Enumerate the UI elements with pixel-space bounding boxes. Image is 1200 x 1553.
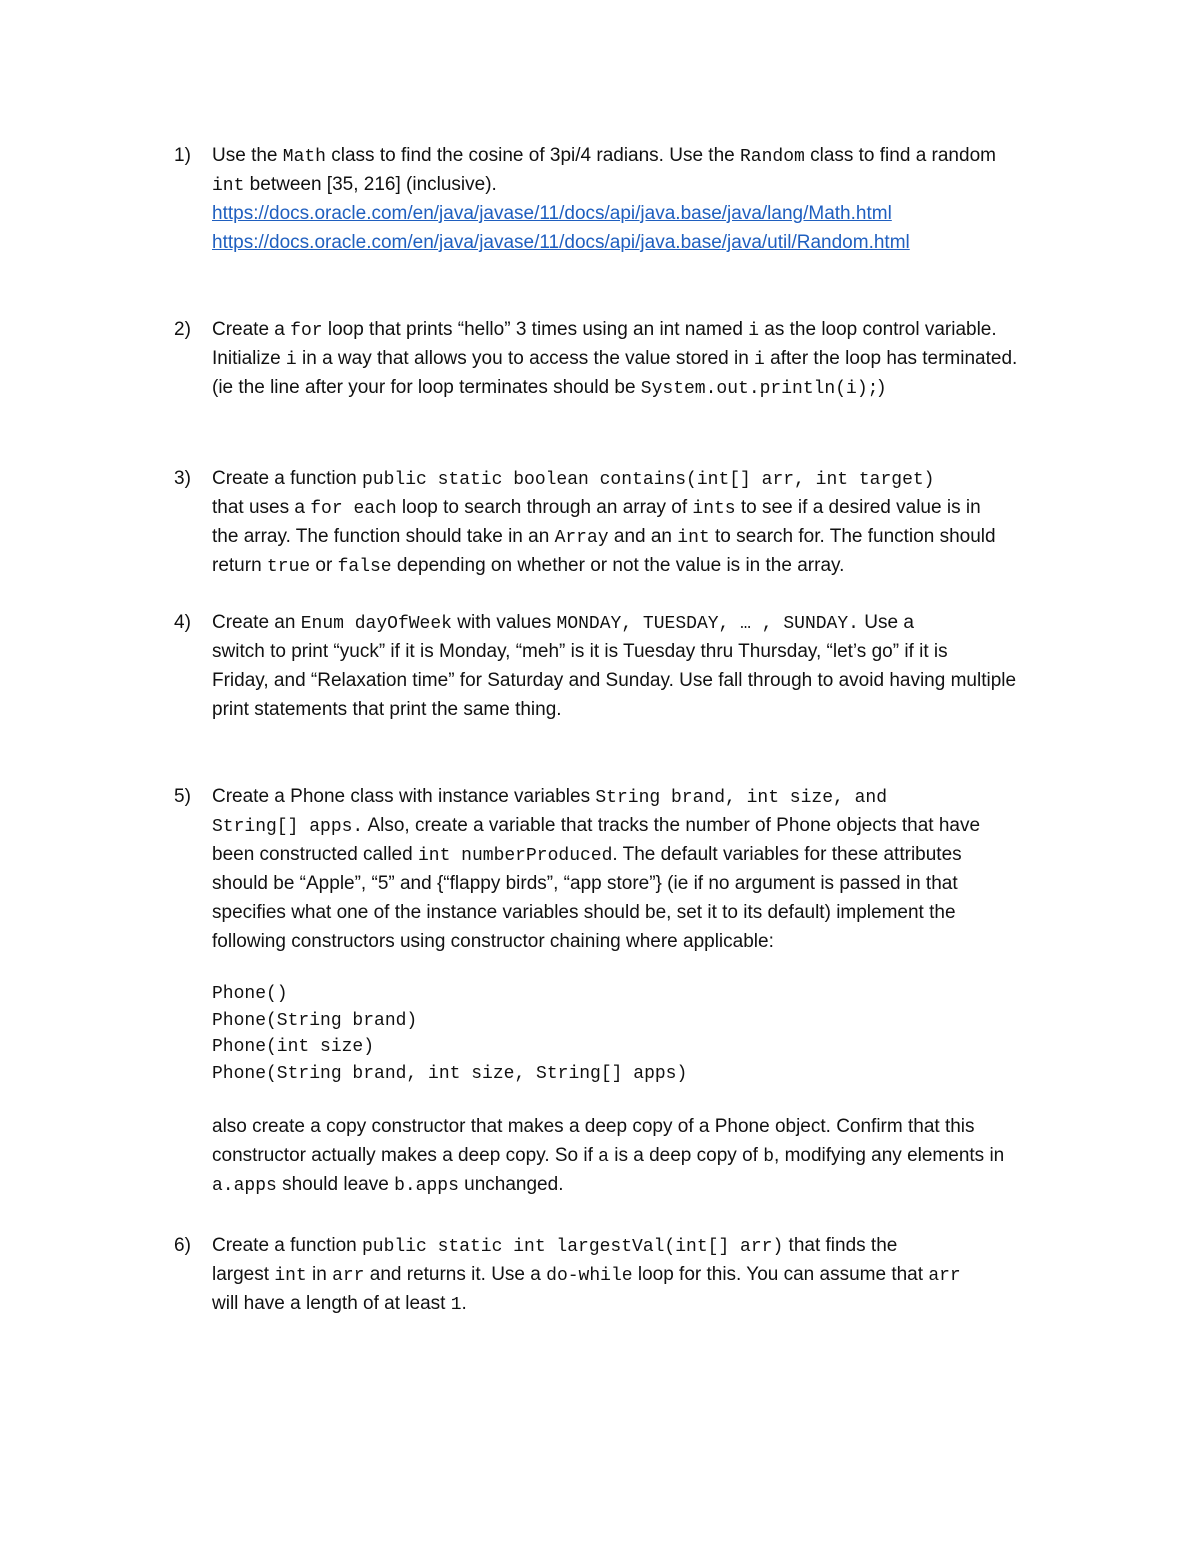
question-text bbox=[212, 1231, 1082, 1318]
inline-code: String[] apps. bbox=[212, 817, 364, 837]
text-line bbox=[212, 315, 1082, 344]
inline-code: for each bbox=[310, 499, 397, 519]
text-span: will have a length of at least bbox=[212, 1293, 451, 1314]
inline-code: a bbox=[598, 1147, 609, 1167]
text-line bbox=[212, 1170, 1082, 1199]
constructor-signature: Phone(String brand) bbox=[212, 1010, 418, 1031]
inline-code: true bbox=[266, 557, 311, 577]
text-line bbox=[212, 551, 1082, 580]
constructor-signature: Phone() bbox=[212, 984, 288, 1004]
text-span: the array. The function should take in an bbox=[212, 526, 555, 547]
text-span: also create a copy constructor that makes a deep copy of a Phone object. Confirm that this bbox=[212, 1116, 975, 1137]
text-span: to see if a desired value is in bbox=[735, 497, 981, 518]
constructor-list bbox=[212, 981, 1082, 1087]
text-span: loop for this. You can assume that bbox=[632, 1264, 929, 1285]
text-line bbox=[212, 170, 1082, 199]
text-line bbox=[212, 1289, 1082, 1318]
inline-code: false bbox=[337, 557, 392, 577]
text-line bbox=[212, 898, 1082, 927]
inline-code: public static int largestVal(int[] arr) bbox=[361, 1237, 784, 1257]
question-text bbox=[212, 608, 1082, 724]
inline-code: Enum dayOfWeek bbox=[300, 614, 452, 634]
text-span: constructor actually makes a deep copy. So if bbox=[212, 1145, 599, 1166]
text-line bbox=[212, 493, 1082, 522]
question-number: 2) bbox=[174, 319, 191, 340]
text-line bbox=[212, 344, 1082, 373]
question-number: 1) bbox=[174, 145, 191, 166]
text-line bbox=[212, 373, 1082, 402]
text-line bbox=[212, 199, 1082, 228]
text-line bbox=[212, 869, 1082, 898]
text-span: that uses a bbox=[212, 497, 311, 518]
text-span: Friday, and “Relaxation time” for Saturday and Sunday. Use fall through to avoid having multiple bbox=[212, 670, 1017, 691]
text-span: or bbox=[310, 555, 338, 576]
inline-code: System.out.println(i); bbox=[640, 379, 879, 399]
question-5-intro bbox=[212, 782, 1082, 956]
text-span: loop that prints “hello” 3 times using an int named bbox=[322, 319, 749, 340]
question-number: 5) bbox=[174, 786, 191, 807]
text-line bbox=[212, 840, 1082, 869]
text-line bbox=[212, 1260, 1082, 1289]
text-line bbox=[212, 666, 1082, 695]
inline-code: i bbox=[754, 350, 765, 370]
inline-code: ints bbox=[692, 499, 736, 519]
inline-code: Array bbox=[554, 528, 609, 548]
text-span: between [35, 216] (inclusive). bbox=[244, 174, 497, 195]
text-span: (ie the line after your for loop terminates should be bbox=[212, 377, 641, 398]
inline-code: 1 bbox=[450, 1295, 462, 1315]
text-line bbox=[212, 141, 1082, 170]
text-line bbox=[212, 637, 1082, 666]
text-span: should be “Apple”, “5” and {“flappy birds”, “app store”} (ie if no argument is passed in that bbox=[212, 873, 958, 894]
text-span: as the loop control variable. bbox=[759, 319, 997, 340]
text-span: Create a function bbox=[212, 468, 362, 489]
text-span: . The default variables for these attributes bbox=[612, 844, 962, 865]
doc-link[interactable]: https://docs.oracle.com/en/java/javase/11/docs/api/java.base/java/lang/Math.html bbox=[212, 203, 892, 224]
text-line bbox=[212, 1112, 1082, 1141]
text-span: is a deep copy of bbox=[608, 1145, 764, 1166]
text-span: largest bbox=[212, 1264, 275, 1285]
text-span: with values bbox=[451, 612, 557, 633]
text-span: Create a Phone class with instance variables bbox=[212, 786, 596, 807]
constructor-signature: Phone(String brand, int size, String[] apps) bbox=[212, 1063, 688, 1084]
text-span: print statements that print the same thing. bbox=[212, 699, 562, 720]
text-span: Create a function bbox=[212, 1235, 362, 1256]
inline-code: b bbox=[763, 1147, 775, 1167]
text-span: Create a bbox=[212, 319, 291, 340]
text-line bbox=[212, 228, 1082, 257]
text-span: . bbox=[461, 1293, 467, 1314]
inline-code: public static boolean contains(int[] arr, int target) bbox=[361, 470, 935, 490]
question-number: 4) bbox=[174, 612, 191, 633]
inline-code: for bbox=[290, 321, 323, 341]
inline-code: Random bbox=[740, 147, 805, 167]
question-text bbox=[212, 315, 1082, 402]
text-span: in a way that allows you to access the value stored in bbox=[296, 348, 755, 369]
text-line bbox=[212, 464, 1082, 493]
inline-code: int bbox=[212, 176, 245, 196]
question-text bbox=[212, 141, 1082, 257]
question-text bbox=[212, 782, 1082, 1199]
text-span: Create an bbox=[212, 612, 301, 633]
text-span: after the loop has terminated. bbox=[764, 348, 1018, 369]
inline-code: i bbox=[285, 350, 297, 370]
inline-code: a.apps bbox=[212, 1176, 277, 1196]
question-text bbox=[212, 464, 1082, 580]
text-span: depending on whether or not the value is in the array. bbox=[391, 555, 845, 576]
text-line bbox=[212, 522, 1082, 551]
text-span: and returns it. Use a bbox=[364, 1264, 547, 1285]
text-line bbox=[212, 1141, 1082, 1170]
text-line bbox=[212, 811, 1082, 840]
text-span: switch to print “yuck” if it is Monday, “meh” is it is Tuesday thru Thursday, “let’s go” if it is bbox=[212, 641, 948, 662]
constructor-signature: Phone(int size) bbox=[212, 1037, 375, 1057]
text-span: return bbox=[212, 555, 267, 576]
text-span: been constructed called bbox=[212, 844, 418, 865]
text-span: and an bbox=[608, 526, 678, 547]
text-line bbox=[212, 695, 1082, 724]
inline-code: arr bbox=[332, 1266, 365, 1286]
inline-code: int bbox=[274, 1266, 307, 1286]
text-span: that finds the bbox=[783, 1235, 898, 1256]
text-span: class to find a random bbox=[804, 145, 996, 166]
text-span: Use a bbox=[858, 612, 914, 633]
text-line bbox=[212, 1231, 1082, 1260]
question-number: 3) bbox=[174, 468, 191, 489]
text-span: specifies what one of the instance variables should be, set it to its default) implement the bbox=[212, 902, 956, 923]
inline-code: int numberProduced bbox=[417, 846, 613, 866]
inline-code: i bbox=[748, 321, 759, 341]
inline-code: Math bbox=[282, 147, 326, 167]
text-span: Initialize bbox=[212, 348, 286, 369]
text-span: to search for. The function should bbox=[709, 526, 996, 547]
doc-link[interactable]: https://docs.oracle.com/en/java/javase/11/docs/api/java.base/java/util/Random.html bbox=[212, 232, 910, 253]
inline-code: do-while bbox=[546, 1266, 633, 1286]
text-line bbox=[212, 927, 1082, 956]
question-5-copy-constructor bbox=[212, 1112, 1082, 1199]
question-number: 6) bbox=[174, 1235, 191, 1256]
text-span: following constructors using constructor chaining where applicable: bbox=[212, 931, 774, 952]
text-span: should leave bbox=[276, 1174, 395, 1195]
text-span: loop to search through an array of bbox=[396, 497, 693, 518]
text-span: , modifying any elements in bbox=[774, 1145, 1005, 1166]
text-span: ) bbox=[878, 377, 885, 398]
inline-code: String brand, int size, and bbox=[595, 788, 888, 808]
inline-code: arr bbox=[928, 1266, 961, 1286]
text-span: class to find the cosine of 3pi/4 radians. Use the bbox=[325, 145, 740, 166]
inline-code: MONDAY, TUESDAY, … , SUNDAY. bbox=[556, 614, 859, 634]
text-span: in bbox=[306, 1264, 333, 1285]
inline-code: b.apps bbox=[394, 1176, 459, 1196]
text-line bbox=[212, 782, 1082, 811]
text-span: Use the bbox=[212, 145, 283, 166]
text-span: Also, create a variable that tracks the number of Phone objects that have bbox=[363, 815, 981, 836]
text-span: unchanged. bbox=[458, 1174, 564, 1195]
text-line bbox=[212, 608, 1082, 637]
inline-code: int bbox=[677, 528, 710, 548]
